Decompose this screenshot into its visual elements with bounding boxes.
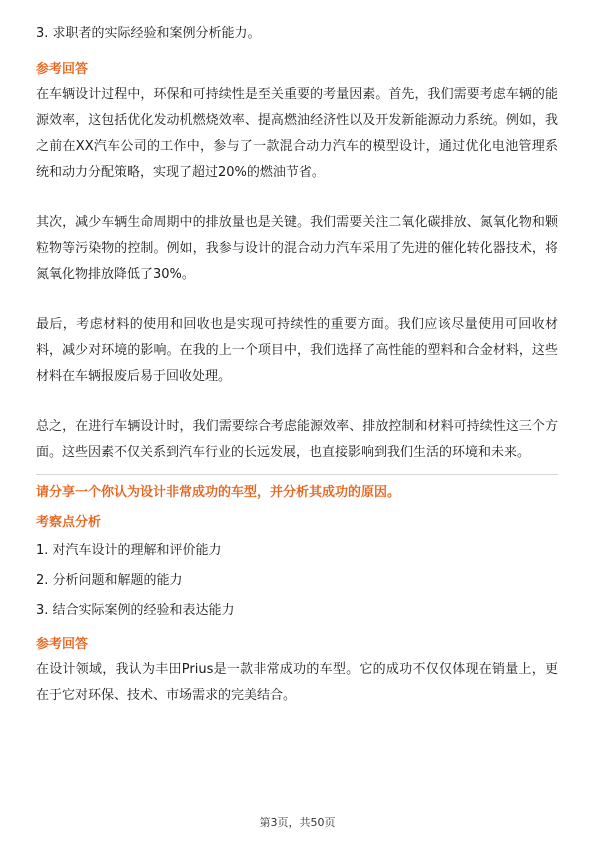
answer-paragraph: 在设计领域，我认为丰田Prius是一款非常成功的车型。它的成功不仅仅体现在销量上，更在于它对环保、技术、市场需求的完美结合。: [36, 662, 558, 703]
analysis-item: 3. 结合实际案例的经验和表达能力: [36, 603, 235, 618]
analysis-item: 1. 对汽车设计的理解和评价能力: [36, 543, 222, 558]
analysis-label: 考察点分析: [36, 515, 102, 530]
page-number: 第3页，共50页: [259, 816, 336, 829]
answer-paragraph-3: 最后，考虑材料的使用和回收也是实现可持续性的重要方面。我们应该尽量使用可回收材料，减少对环境的影响。在我的上一个项目中，我们选择了高性能的塑料和合金材料，这些材料在车辆报废后易于回收处理。: [36, 317, 558, 384]
reference-answer-label: 参考回答: [36, 62, 89, 77]
section-divider: [36, 474, 558, 475]
reference-answer-label: 参考回答: [36, 637, 89, 652]
answer-paragraph-4: 总之，在进行车辆设计时，我们需要综合考虑能源效率、排放控制和材料可持续性这三个方面。这些因素不仅关系到汽车行业的长远发展，也直接影响到我们生活的环境和未来。: [36, 419, 558, 460]
page-content: [36, 24, 558, 709]
interview-question: 请分享一个你认为设计非常成功的车型，并分析其成功的原因。: [36, 485, 401, 500]
analysis-item: 2. 分析问题和解题的能力: [36, 573, 183, 588]
assessment-item-3: 3. 求职者的实际经验和案例分析能力。: [36, 26, 261, 41]
answer-paragraph-1: 在车辆设计过程中，环保和可持续性是至关重要的考量因素。首先，我们需要考虑车辆的能源效率，这包括优化发动机燃烧效率、提高燃油经济性以及开发新能源动力系统。例如，我之前在XX汽车公司的工作中，参与了一款混合动力汽车的模型设计，通过优化电池管理系统和动力分配策略，实现了超过20%的燃油节省。: [36, 87, 558, 180]
answer-paragraph-2: 其次，减少车辆生命周期中的排放量也是关键。我们需要关注二氧化碳排放、氮氧化物和颗粒物等污染物的控制。例如，我参与设计的混合动力汽车采用了先进的催化转化器技术，将氮氧化物排放降低了30%。: [36, 215, 558, 282]
